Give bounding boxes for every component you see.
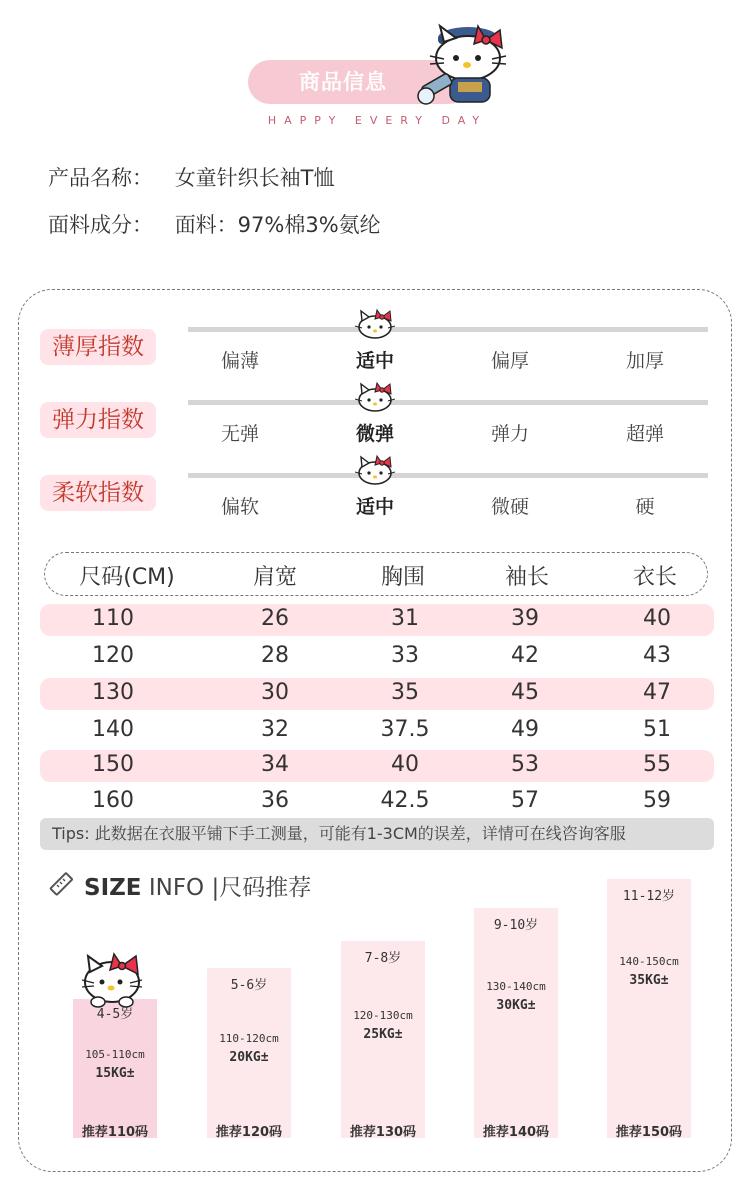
table-cell: 36 xyxy=(261,788,289,813)
table-cell: 30 xyxy=(261,680,289,705)
bar-height-range: 120-130cm xyxy=(353,1009,413,1022)
index-level: 弹力 xyxy=(490,423,529,445)
table-cell: 43 xyxy=(643,643,671,668)
section-subtitle: HAPPY EVERY DAY xyxy=(267,114,488,127)
bar-height-range: 110-120cm xyxy=(219,1032,279,1045)
size-bar xyxy=(607,879,691,1138)
size-info-title-light: INFO xyxy=(141,875,205,901)
index-track xyxy=(188,327,708,332)
table-cell: 33 xyxy=(391,643,419,668)
index-track xyxy=(188,400,708,405)
bar-weight: 15KG± xyxy=(95,1066,135,1081)
bar-age: 4-5岁 xyxy=(96,1007,134,1022)
bar-height-range: 105-110cm xyxy=(85,1048,145,1061)
table-cell: 42.5 xyxy=(380,788,430,813)
index-level: 硬 xyxy=(635,496,655,518)
kitty-peek-icon xyxy=(80,952,144,1008)
bar-weight: 20KG± xyxy=(229,1050,269,1065)
index-level: 适中 xyxy=(355,496,394,518)
bar-age: 11-12岁 xyxy=(622,889,676,904)
fabric-label: 面料成分： xyxy=(48,213,153,237)
fabric-value: 面料：97%棉3%氨纶 xyxy=(174,213,381,237)
product-name-value: 女童针织长袖T恤 xyxy=(174,166,335,190)
index-level: 偏薄 xyxy=(220,350,259,372)
index-level: 超弹 xyxy=(625,423,664,445)
index-level: 无弹 xyxy=(220,423,259,445)
size-info-title xyxy=(84,869,311,902)
index-label: 薄厚指数 xyxy=(40,329,156,365)
section-title: 商品信息 xyxy=(299,70,387,94)
measurement-tips: Tips: 此数据在衣服平铺下手工测量，可能有1-3CM的误差，详情可在线咨询客服 xyxy=(40,818,714,850)
table-cell: 49 xyxy=(511,717,539,742)
index-track xyxy=(188,473,708,478)
table-cell: 34 xyxy=(261,752,289,777)
table-cell: 32 xyxy=(261,717,289,742)
ruler-icon xyxy=(48,872,74,898)
index-level: 偏软 xyxy=(220,496,259,518)
index-marker-icon xyxy=(355,453,395,487)
table-cell: 45 xyxy=(511,680,539,705)
bar-age: 9-10岁 xyxy=(493,918,539,933)
table-cell: 150 xyxy=(92,752,134,777)
table-cell: 28 xyxy=(261,643,289,668)
product-name-label: 产品名称： xyxy=(48,166,153,190)
bar-age: 7-8岁 xyxy=(364,951,402,966)
header-length: 衣长 xyxy=(632,565,677,590)
bar-weight: 35KG± xyxy=(629,973,669,988)
table-cell: 40 xyxy=(391,752,419,777)
bar-weight: 30KG± xyxy=(496,998,536,1013)
bar-height-range: 130-140cm xyxy=(486,980,546,993)
table-cell: 31 xyxy=(391,606,419,631)
table-cell: 53 xyxy=(511,752,539,777)
table-cell: 57 xyxy=(511,788,539,813)
bar-recommend: 推荐140码 xyxy=(482,1125,550,1140)
bar-age: 5-6岁 xyxy=(230,978,268,993)
table-cell: 39 xyxy=(511,606,539,631)
bar-recommend: 推荐150码 xyxy=(615,1125,683,1140)
index-marker-icon xyxy=(355,307,395,341)
bar-weight: 25KG± xyxy=(363,1027,403,1042)
header-sleeve: 袖长 xyxy=(504,565,549,590)
header-chest: 胸围 xyxy=(380,565,425,590)
table-cell: 110 xyxy=(92,606,134,631)
table-cell: 47 xyxy=(643,680,671,705)
index-marker-icon xyxy=(355,380,395,414)
table-cell: 37.5 xyxy=(380,717,430,742)
index-level: 微弹 xyxy=(355,423,394,445)
size-info-title-cn: |尺码推荐 xyxy=(204,875,312,901)
bar-height-range: 140-150cm xyxy=(619,955,679,968)
table-cell: 26 xyxy=(261,606,289,631)
table-cell: 130 xyxy=(92,680,134,705)
table-cell: 55 xyxy=(643,752,671,777)
index-label: 柔软指数 xyxy=(40,475,156,511)
kitty-mascot-icon xyxy=(416,12,516,112)
bar-recommend: 推荐120码 xyxy=(215,1125,283,1140)
index-level: 微硬 xyxy=(490,496,529,518)
bar-recommend: 推荐130码 xyxy=(349,1125,417,1140)
table-cell: 160 xyxy=(92,788,134,813)
bar-recommend: 推荐110码 xyxy=(81,1125,149,1140)
table-cell: 59 xyxy=(643,788,671,813)
size-bar xyxy=(474,908,558,1138)
product-name-row xyxy=(48,162,335,192)
table-cell: 40 xyxy=(643,606,671,631)
header-shoulder: 肩宽 xyxy=(252,565,297,590)
table-cell: 42 xyxy=(511,643,539,668)
index-level: 偏厚 xyxy=(490,350,529,372)
fabric-row xyxy=(48,209,381,239)
table-cell: 51 xyxy=(643,717,671,742)
index-level: 适中 xyxy=(355,350,394,372)
index-level: 加厚 xyxy=(625,350,664,372)
header-size: 尺码(CM) xyxy=(79,565,175,590)
index-label: 弹力指数 xyxy=(40,402,156,438)
table-cell: 35 xyxy=(391,680,419,705)
size-info-title-bold: SIZE xyxy=(84,875,142,901)
table-cell: 120 xyxy=(92,643,134,668)
table-cell: 140 xyxy=(92,717,134,742)
